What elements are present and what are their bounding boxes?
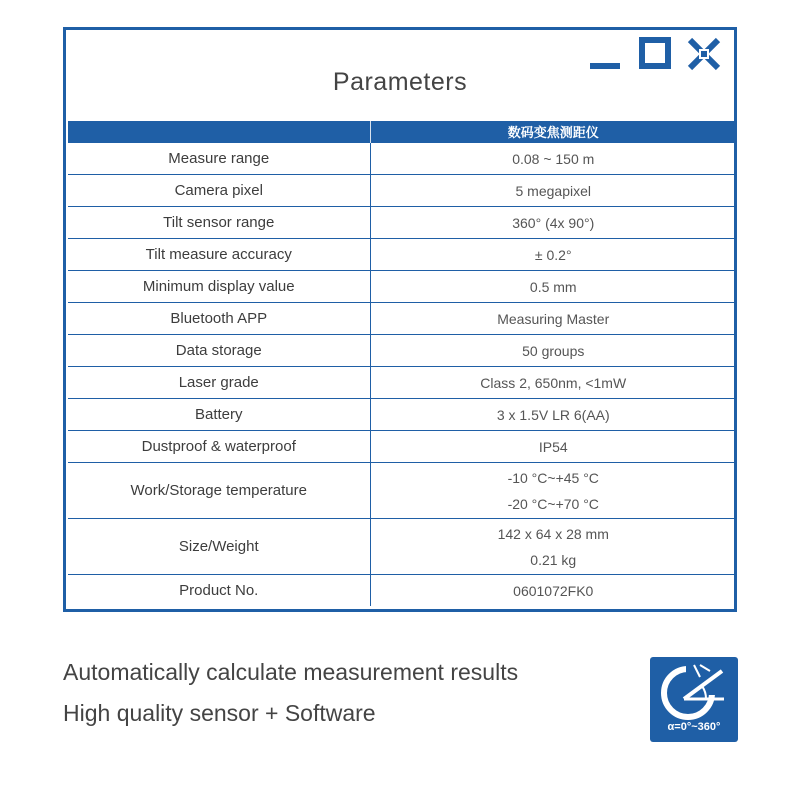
row-label: Dustproof & waterproof: [68, 431, 370, 463]
spec-table: [68, 121, 736, 606]
row-label: Laser grade: [68, 367, 370, 399]
row-value-line: 0.21 kg: [530, 551, 577, 568]
row-label: Minimum display value: [68, 271, 370, 303]
row-label: Work/Storage temperature: [68, 463, 370, 519]
parameters-window: [63, 27, 737, 612]
row-value: [370, 575, 736, 607]
table-row: [68, 463, 736, 519]
row-label: Data storage: [68, 335, 370, 367]
row-value: [370, 303, 736, 335]
row-value-line: Class 2, 650nm, <1mW: [480, 374, 627, 391]
window-title: Parameters: [332, 68, 468, 96]
row-label: Measure range: [68, 143, 370, 175]
table-row: [68, 367, 736, 399]
row-value-line: 0601072FK0: [513, 582, 594, 599]
row-value-line: -10 °C~+45 °C: [507, 469, 599, 486]
table-row: [68, 239, 736, 271]
row-value: [370, 335, 736, 367]
row-value: [370, 519, 736, 575]
row-value: [370, 367, 736, 399]
table-row: [68, 431, 736, 463]
row-label: Camera pixel: [68, 175, 370, 207]
row-value: [370, 143, 736, 175]
row-label: Tilt sensor range: [68, 207, 370, 239]
table-row: [68, 575, 736, 607]
row-value-line: ± 0.2°: [534, 246, 572, 263]
table-row: [68, 207, 736, 239]
row-value: [370, 271, 736, 303]
minimize-icon[interactable]: [588, 36, 624, 72]
row-value-line: 360° (4x 90°): [512, 214, 595, 231]
row-value: [370, 207, 736, 239]
row-label: Tilt measure accuracy: [68, 239, 370, 271]
table-row: [68, 175, 736, 207]
maximize-icon[interactable]: [638, 36, 674, 72]
table-header-row: [68, 121, 736, 143]
row-label: Battery: [68, 399, 370, 431]
row-value-line: 5 megapixel: [515, 182, 591, 199]
row-value: [370, 239, 736, 271]
table-row: [68, 271, 736, 303]
row-value-line: 50 groups: [522, 342, 585, 359]
table-row: [68, 399, 736, 431]
table-row: [68, 335, 736, 367]
row-value-line: 142 x 64 x 28 mm: [497, 525, 609, 542]
row-label: Size/Weight: [68, 519, 370, 575]
window-controls: [588, 36, 728, 76]
row-value: [370, 175, 736, 207]
tilt-badge: [650, 657, 738, 742]
row-value: [370, 399, 736, 431]
close-icon[interactable]: [686, 36, 722, 72]
row-value-line: 0.08 ~ 150 m: [512, 150, 595, 167]
row-value-line: -20 °C~+70 °C: [507, 495, 599, 512]
badge-label: α=0°~360°: [667, 721, 721, 733]
row-value-line: 0.5 mm: [529, 278, 577, 295]
table-row: [68, 143, 736, 175]
table-row: [68, 519, 736, 575]
row-value-line: Measuring Master: [497, 310, 610, 327]
row-value: [370, 463, 736, 519]
row-label: Product No.: [68, 575, 370, 607]
row-value-line: IP54: [538, 438, 568, 455]
row-label: Bluetooth APP: [68, 303, 370, 335]
feature-line-2: High quality sensor + Software: [63, 700, 376, 726]
feature-line-1: Automatically calculate measurement results: [63, 659, 519, 685]
row-value: [370, 431, 736, 463]
table-row: [68, 303, 736, 335]
row-value-line: 3 x 1.5V LR 6(AA): [496, 406, 610, 423]
header-cell-product: 数码变焦测距仪: [370, 121, 736, 143]
header-cell-label: [68, 121, 370, 143]
